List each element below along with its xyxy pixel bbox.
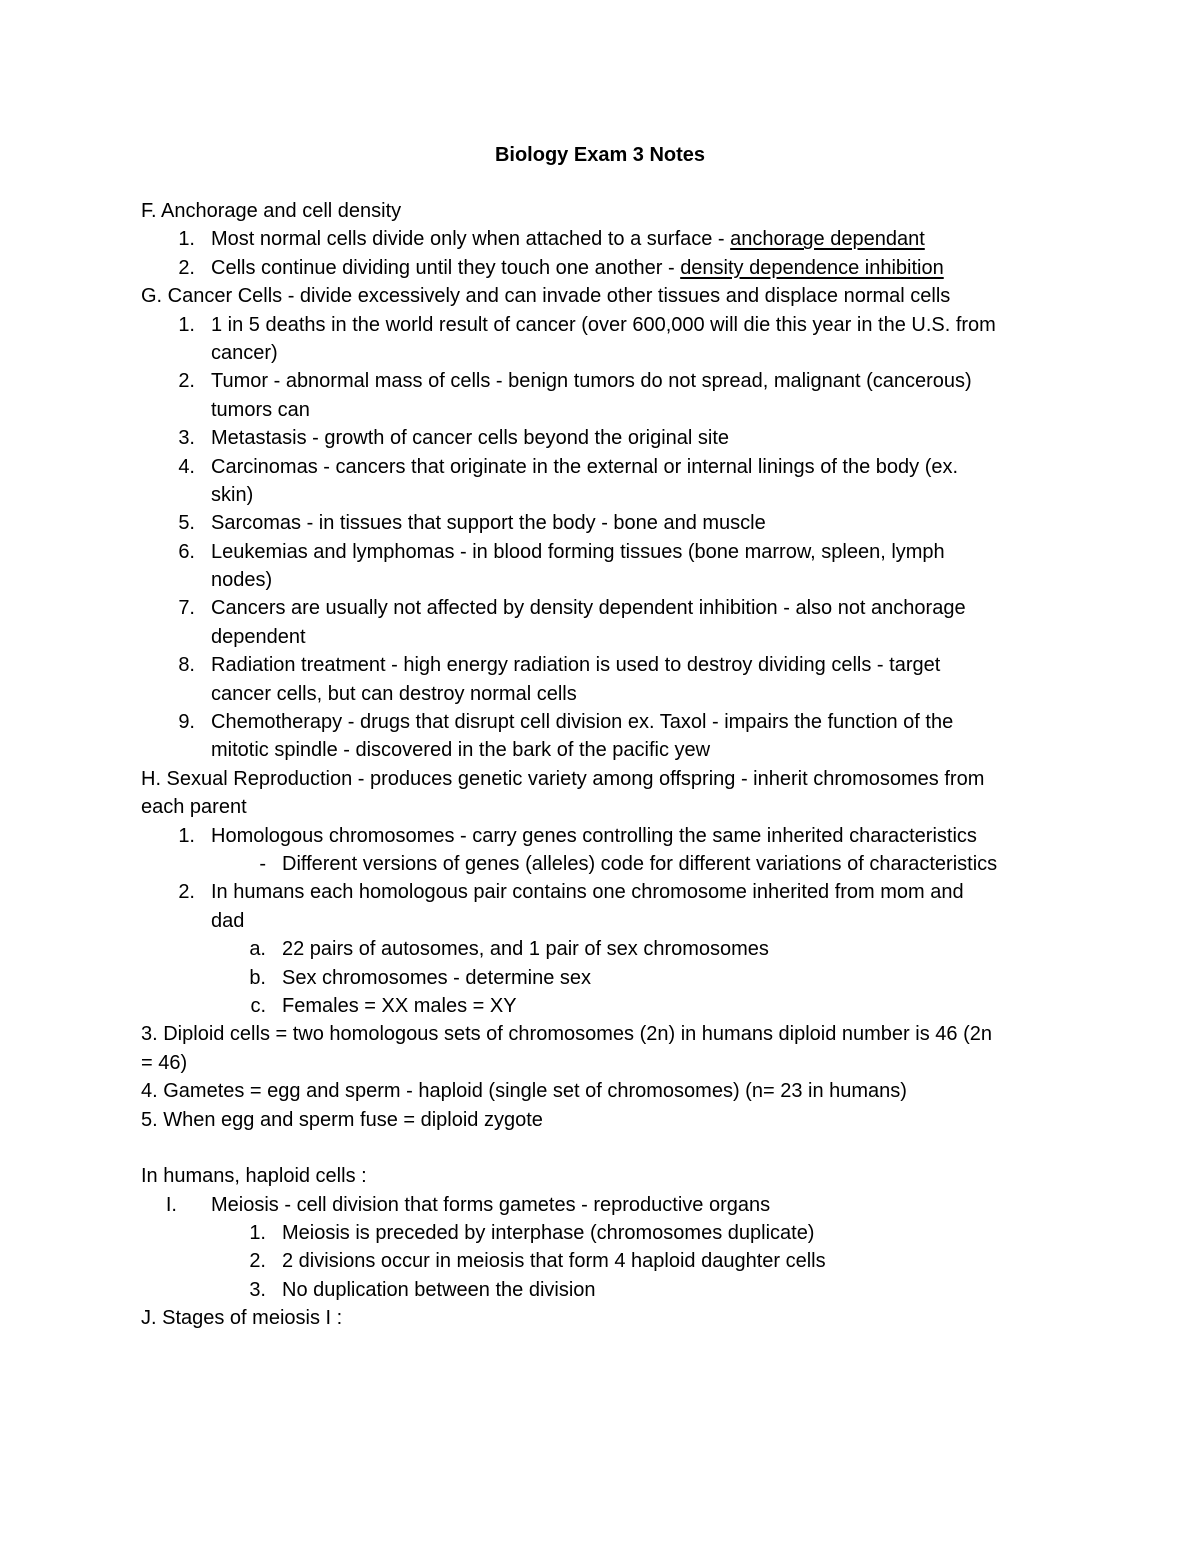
heading-text: J. Stages of meiosis I : xyxy=(141,1307,343,1330)
sub-list-item xyxy=(0,935,1200,963)
list-marker: b. xyxy=(249,966,266,989)
list-item xyxy=(0,367,1200,395)
list-marker: 6. xyxy=(178,540,195,563)
item-text: cancer) xyxy=(211,341,278,364)
item-text: skin) xyxy=(211,483,254,506)
list-item-continuation xyxy=(0,623,1200,651)
roman-list-item xyxy=(0,1191,1200,1219)
list-marker: 9. xyxy=(178,711,195,734)
list-marker: 1. xyxy=(249,1222,266,1245)
list-marker: 3. xyxy=(178,427,195,450)
list-marker: 1. xyxy=(178,228,195,251)
paragraph-text: = 46) xyxy=(141,1051,188,1074)
list-marker: - xyxy=(259,852,266,875)
heading-text: G. Cancer Cells - divide excessively and can invade other tissues and displace normal cells xyxy=(141,285,951,308)
paragraph-text: 4. Gametes = egg and sperm - haploid (single set of chromosomes) (n= 23 in humans) xyxy=(141,1080,907,1103)
heading-text: In humans, haploid cells : xyxy=(141,1165,367,1188)
item-text: nodes) xyxy=(211,569,273,592)
item-text: Radiation treatment - high energy radiation is used to destroy dividing cells - target xyxy=(211,654,941,677)
item-text: 22 pairs of autosomes, and 1 pair of sex chromosomes xyxy=(282,938,769,961)
item-text: Metastasis - growth of cancer cells beyond the original site xyxy=(211,427,730,450)
list-marker: 1. xyxy=(178,313,195,336)
item-text: Cells continue dividing until they touch one another - xyxy=(211,256,681,279)
haploid-heading xyxy=(0,1162,1200,1190)
list-item xyxy=(0,453,1200,481)
list-marker: 2. xyxy=(178,370,195,393)
list-marker: 3. xyxy=(249,1278,266,1301)
item-text: cancer cells, but can destroy normal cells xyxy=(211,682,577,705)
notes-body xyxy=(0,197,1200,1333)
numbered-paragraph xyxy=(0,1106,1200,1134)
item-text: Different versions of genes (alleles) code for different variations of characteristics xyxy=(282,852,998,875)
list-marker: 4. xyxy=(178,455,195,478)
numbered-paragraph xyxy=(0,1020,1200,1048)
item-text: Leukemias and lymphomas - in blood forming tissues (bone marrow, spleen, lymph xyxy=(211,540,945,563)
item-text: Tumor - abnormal mass of cells - benign tumors do not spread, malignant (cancerous) xyxy=(211,370,972,393)
section-h-heading xyxy=(0,765,1200,793)
sub-list-item xyxy=(0,992,1200,1020)
section-g-heading xyxy=(0,282,1200,310)
item-text: dad xyxy=(211,909,245,932)
list-marker: I. xyxy=(165,1193,177,1216)
numbered-paragraph-continuation xyxy=(0,1049,1200,1077)
item-text: Females = XX males = XY xyxy=(282,994,517,1017)
section-f-heading xyxy=(0,197,1200,225)
list-item xyxy=(0,311,1200,339)
section-j-heading xyxy=(0,1304,1200,1332)
sub-list-item xyxy=(0,1247,1200,1275)
page-title: Biology Exam 3 Notes xyxy=(494,144,706,166)
list-item xyxy=(0,509,1200,537)
list-item-continuation xyxy=(0,396,1200,424)
list-marker: 5. xyxy=(178,512,195,535)
list-item xyxy=(0,822,1200,850)
list-item xyxy=(0,538,1200,566)
underlined-term: anchorage dependant xyxy=(730,228,925,251)
list-item-continuation xyxy=(0,481,1200,509)
list-marker: 8. xyxy=(178,654,195,677)
list-item-continuation xyxy=(0,339,1200,367)
item-text: In humans each homologous pair contains one chromosome inherited from mom and xyxy=(211,881,964,904)
item-text: tumors can xyxy=(211,398,310,421)
item-text: Meiosis - cell division that forms gametes - reproductive organs xyxy=(211,1193,771,1216)
list-marker: 2. xyxy=(178,256,195,279)
list-item-continuation xyxy=(0,736,1200,764)
list-marker: 1. xyxy=(178,824,195,847)
underlined-term: density dependence inhibition xyxy=(680,256,944,279)
item-text: mitotic spindle - discovered in the bark of the pacific yew xyxy=(211,739,711,762)
list-item xyxy=(0,878,1200,906)
blank-line xyxy=(0,1134,1200,1162)
item-text: 2 divisions occur in meiosis that form 4 haploid daughter cells xyxy=(282,1250,826,1273)
list-item xyxy=(0,708,1200,736)
sub-list-item xyxy=(0,1276,1200,1304)
list-item-continuation xyxy=(0,680,1200,708)
list-marker: a. xyxy=(249,938,266,961)
sub-list-item xyxy=(0,850,1200,878)
list-item xyxy=(0,594,1200,622)
item-text: No duplication between the division xyxy=(282,1278,596,1301)
list-item-continuation xyxy=(0,566,1200,594)
item-text: dependent xyxy=(211,625,306,648)
item-text: Meiosis is preceded by interphase (chromosomes duplicate) xyxy=(282,1222,815,1245)
item-text: Homologous chromosomes - carry genes controlling the same inherited characteristics xyxy=(211,824,977,847)
list-item xyxy=(0,651,1200,679)
list-item xyxy=(0,225,1200,253)
list-marker: 7. xyxy=(178,597,195,620)
list-marker: 2. xyxy=(178,881,195,904)
heading-text: F. Anchorage and cell density xyxy=(141,200,402,222)
sub-list-item xyxy=(0,964,1200,992)
section-h-heading-continuation xyxy=(0,793,1200,821)
paragraph-text: 5. When egg and sperm fuse = diploid zygote xyxy=(141,1108,543,1131)
item-text: 1 in 5 deaths in the world result of cancer (over 600,000 will die this year in the U.S. from xyxy=(211,313,996,336)
item-text: Most normal cells divide only when attached to a surface - xyxy=(211,228,731,251)
numbered-paragraph xyxy=(0,1077,1200,1105)
heading-text: each parent xyxy=(141,796,247,819)
item-text: Carcinomas - cancers that originate in the external or internal linings of the body (ex. xyxy=(211,455,959,478)
list-item xyxy=(0,424,1200,452)
item-text: Sex chromosomes - determine sex xyxy=(282,966,592,989)
heading-text: H. Sexual Reproduction - produces genetic variety among offspring - inherit chromosomes from xyxy=(141,767,985,790)
list-marker: 2. xyxy=(249,1250,266,1273)
list-marker: c. xyxy=(250,994,266,1017)
sub-list-item xyxy=(0,1219,1200,1247)
item-text: Chemotherapy - drugs that disrupt cell division ex. Taxol - impairs the function of the xyxy=(211,711,954,734)
list-item xyxy=(0,254,1200,282)
paragraph-text: 3. Diploid cells = two homologous sets of chromosomes (2n) in humans diploid number is 46 (2n xyxy=(141,1023,992,1046)
list-item-continuation xyxy=(0,907,1200,935)
item-text: Cancers are usually not affected by density dependent inhibition - also not anchorage xyxy=(211,597,966,620)
item-text: Sarcomas - in tissues that support the body - bone and muscle xyxy=(211,512,766,535)
